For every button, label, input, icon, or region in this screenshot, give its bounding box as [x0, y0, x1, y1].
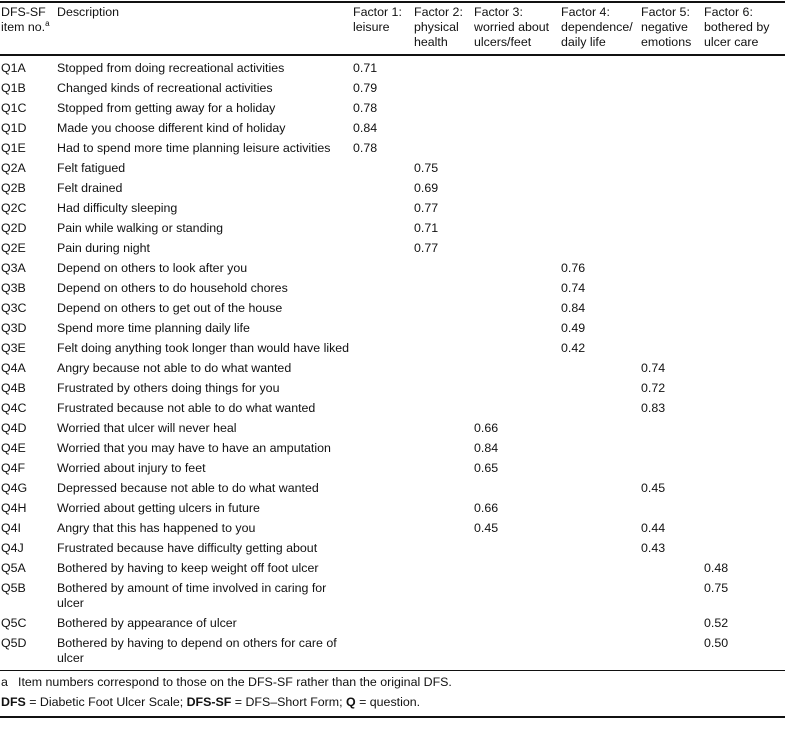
factor-1-loading-cell [352, 578, 413, 613]
item-no-cell: Q2E [1, 241, 26, 255]
header-row [0, 3, 785, 55]
description-cell: Had to spend more time planning leisure activities [57, 141, 331, 155]
factor-6-loading-cell [703, 258, 785, 278]
item-no-cell: Q3D [1, 321, 27, 335]
factor-5-loading-cell [640, 138, 703, 158]
factor-1-loading-cell: 0.84 [353, 121, 378, 135]
factor-1-loading-cell [352, 238, 413, 258]
description-cell: Bothered by having to keep weight off foot ulcer [57, 561, 319, 575]
factor-6-loading-cell [703, 78, 785, 98]
factor-3-loading-cell [473, 138, 560, 158]
factor-4-loading-cell: 0.76 [561, 261, 586, 275]
factor-4-loading-cell: 0.49 [561, 321, 586, 335]
description-cell: Worried that ulcer will never heal [57, 421, 237, 435]
description-cell: Changed kinds of recreational activities [57, 81, 273, 95]
factor-3-loading-cell [473, 633, 560, 670]
table-row [0, 378, 785, 398]
factor-1-loading-cell [352, 478, 413, 498]
factor-1-loading-cell [352, 258, 413, 278]
table-row [0, 258, 785, 278]
factor-1-loading-cell [352, 538, 413, 558]
factor-1-loading-cell [352, 338, 413, 358]
description-cell: Felt drained [57, 181, 123, 195]
table-row [0, 538, 785, 558]
description-cell: Worried about getting ulcers in future [57, 501, 260, 515]
factor-5-loading-cell [640, 78, 703, 98]
footnote-abbreviations: DFS = Diabetic Foot Ulcer Scale; DFS-SF = DFS–Short Form; Q = question. [1, 695, 421, 709]
factor-6-loading-cell: 0.50 [704, 636, 729, 650]
factor-2-loading-cell [413, 78, 473, 98]
factor-2-loading-cell [413, 298, 473, 318]
table-row [0, 55, 785, 78]
table-row [0, 518, 785, 538]
description-cell: Depend on others to get out of the house [57, 301, 283, 315]
factor-3-loading-cell [473, 278, 560, 298]
item-no-cell: Q1B [1, 81, 26, 95]
table-row [0, 218, 785, 238]
item-no-cell: Q1D [1, 121, 27, 135]
factor-5-loading-cell [640, 418, 703, 438]
description-cell: Angry because not able to do what wanted [57, 361, 292, 375]
item-no-cell: Q4G [1, 481, 28, 495]
factor-4-loading-cell [560, 78, 640, 98]
factor-4-loading-cell [560, 418, 640, 438]
item-no-cell: Q5D [1, 636, 27, 650]
factor-4-loading-cell [560, 633, 640, 670]
factor-2-loading-cell [413, 278, 473, 298]
table-row [0, 358, 785, 378]
factor-5-loading-cell [640, 298, 703, 318]
factor-1-loading-cell [352, 613, 413, 633]
factor-5-loading-cell [640, 498, 703, 518]
factor-5-loading-cell [640, 278, 703, 298]
item-no-cell: Q5C [1, 616, 27, 630]
factor-1-loading-cell [352, 178, 413, 198]
factor-2-loading-cell [413, 98, 473, 118]
factor-6-loading-cell [703, 98, 785, 118]
factor-5-loading-cell [640, 218, 703, 238]
description-cell: Frustrated because have difficulty getting about [57, 541, 318, 555]
factor-3-loading-cell [473, 358, 560, 378]
table-row [0, 298, 785, 318]
factor-1-loading-cell: 0.79 [353, 81, 378, 95]
table-row [0, 78, 785, 98]
factor-2-loading-cell [413, 578, 473, 613]
factor-6-loading-cell [703, 498, 785, 518]
description-cell: Bothered by amount of time involved in caring for ulcer [57, 581, 327, 610]
factor-6-loading-cell [703, 478, 785, 498]
factor-6-loading-cell [703, 378, 785, 398]
item-no-cell: Q2D [1, 221, 27, 235]
factor-2-loading-cell: 0.77 [414, 201, 439, 215]
factor-5-loading-cell [640, 318, 703, 338]
factor-1-loading-cell [352, 498, 413, 518]
factor-6-loading-cell [703, 338, 785, 358]
factor-3-loading-cell [473, 378, 560, 398]
factor-4-loading-cell [560, 55, 640, 78]
factor-6-loading-cell: 0.75 [704, 581, 729, 595]
header-factor-6: Factor 6: bothered by ulcer care [703, 3, 785, 55]
table-row [0, 178, 785, 198]
table-row [0, 98, 785, 118]
factor-3-loading-cell: 0.65 [474, 461, 499, 475]
factor-6-loading-cell [703, 178, 785, 198]
factor-4-loading-cell [560, 378, 640, 398]
factor-4-loading-cell [560, 578, 640, 613]
factor-4-loading-cell [560, 358, 640, 378]
factor-5-loading-cell [640, 438, 703, 458]
description-cell: Angry that this has happened to you [57, 521, 256, 535]
factor-4-loading-cell [560, 498, 640, 518]
factor-5-loading-cell [640, 578, 703, 613]
table-row [0, 238, 785, 258]
description-cell: Worried about injury to feet [57, 461, 206, 475]
factor-6-loading-cell [703, 438, 785, 458]
factor-3-loading-cell [473, 98, 560, 118]
factor-2-loading-cell [413, 138, 473, 158]
item-no-cell: Q4I [1, 521, 21, 535]
factor-3-loading-cell: 0.84 [474, 441, 499, 455]
factor-2-loading-cell [413, 478, 473, 498]
item-no-cell: Q1A [1, 61, 26, 75]
table-row [0, 418, 785, 438]
table-row [0, 318, 785, 338]
factor-1-loading-cell [352, 633, 413, 670]
factor-6-loading-cell [703, 238, 785, 258]
factor-6-loading-cell [703, 538, 785, 558]
item-no-cell: Q4H [1, 501, 27, 515]
factor-6-loading-cell [703, 158, 785, 178]
factor-5-loading-cell: 0.44 [641, 521, 666, 535]
factor-6-loading-cell [703, 138, 785, 158]
table-body [0, 55, 785, 670]
factor-1-loading-cell: 0.78 [353, 141, 378, 155]
item-no-cell: Q4E [1, 441, 26, 455]
factor-6-loading-cell [703, 318, 785, 338]
factor-2-loading-cell [413, 378, 473, 398]
table-row [0, 633, 785, 670]
description-cell: Stopped from getting away for a holiday [57, 101, 276, 115]
factor-6-loading-cell [703, 458, 785, 478]
table-footnotes [0, 670, 785, 718]
factor-3-loading-cell [473, 558, 560, 578]
factor-5-loading-cell [640, 118, 703, 138]
factor-2-loading-cell [413, 613, 473, 633]
header-description: Description [56, 3, 352, 55]
factor-5-loading-cell: 0.72 [641, 381, 666, 395]
factor-5-loading-cell [640, 633, 703, 670]
factor-1-loading-cell [352, 458, 413, 478]
factor-1-loading-cell [352, 518, 413, 538]
factor-5-loading-cell [640, 98, 703, 118]
factor-6-loading-cell [703, 198, 785, 218]
factor-1-loading-cell [352, 438, 413, 458]
header-item-no: DFS-SF item no.$^a$ [0, 3, 56, 55]
factor-4-loading-cell [560, 238, 640, 258]
factor-2-loading-cell [413, 338, 473, 358]
table-row [0, 578, 785, 613]
factor-4-loading-cell [560, 138, 640, 158]
factor-3-loading-cell [473, 298, 560, 318]
factor-2-loading-cell [413, 358, 473, 378]
factor-3-loading-cell: 0.45 [474, 521, 499, 535]
factor-4-loading-cell: 0.84 [561, 301, 586, 315]
factor-2-loading-cell [413, 518, 473, 538]
factor-3-loading-cell [473, 55, 560, 78]
item-no-cell: Q3E [1, 341, 26, 355]
factor-5-loading-cell: 0.74 [641, 361, 666, 375]
factor-3-loading-cell [473, 158, 560, 178]
factor-4-loading-cell [560, 518, 640, 538]
item-no-cell: Q5B [1, 581, 26, 595]
description-cell: Spend more time planning daily life [57, 321, 250, 335]
factor-1-loading-cell [352, 418, 413, 438]
factor-6-loading-cell [703, 418, 785, 438]
factor-loadings-table [0, 3, 785, 670]
item-no-cell: Q4A [1, 361, 26, 375]
factor-6-loading-cell: 0.48 [704, 561, 729, 575]
factor-2-loading-cell [413, 258, 473, 278]
description-cell: Made you choose different kind of holiday [57, 121, 286, 135]
factor-2-loading-cell [413, 498, 473, 518]
factor-3-loading-cell [473, 198, 560, 218]
factor-5-loading-cell [640, 613, 703, 633]
factor-2-loading-cell: 0.69 [414, 181, 439, 195]
factor-4-loading-cell [560, 613, 640, 633]
factor-3-loading-cell [473, 613, 560, 633]
factor-6-loading-cell [703, 358, 785, 378]
factor-loadings-table-figure [0, 1, 785, 718]
footnote-a: a Item numbers correspond to those on the DFS-SF rather than the original DFS. [1, 675, 452, 689]
factor-6-loading-cell [703, 398, 785, 418]
item-no-cell: Q1C [1, 101, 27, 115]
factor-2-loading-cell [413, 438, 473, 458]
factor-6-loading-cell [703, 278, 785, 298]
factor-6-loading-cell [703, 298, 785, 318]
item-no-cell: Q3A [1, 261, 26, 275]
item-no-cell: Q4C [1, 401, 27, 415]
item-no-cell: Q2B [1, 181, 26, 195]
description-cell: Bothered by having to depend on others for care of ulcer [57, 636, 337, 665]
factor-2-loading-cell [413, 558, 473, 578]
description-cell: Frustrated because not able to do what wanted [57, 401, 316, 415]
table-row [0, 158, 785, 178]
factor-5-loading-cell [640, 198, 703, 218]
factor-2-loading-cell [413, 55, 473, 78]
factor-6-loading-cell [703, 518, 785, 538]
factor-1-loading-cell [352, 218, 413, 238]
item-no-cell: Q2A [1, 161, 26, 175]
factor-5-loading-cell [640, 178, 703, 198]
factor-4-loading-cell: 0.74 [561, 281, 586, 295]
description-cell: Depend on others to look after you [57, 261, 248, 275]
factor-2-loading-cell: 0.75 [414, 161, 439, 175]
factor-5-loading-cell [640, 158, 703, 178]
factor-6-loading-cell: 0.52 [704, 616, 729, 630]
factor-5-loading-cell: 0.83 [641, 401, 666, 415]
header-factor-4: Factor 4: dependence/ daily life [560, 3, 640, 55]
item-no-cell: Q3C [1, 301, 27, 315]
header-factor-3: Factor 3: worried about ulcers/feet [473, 3, 560, 55]
factor-4-loading-cell [560, 198, 640, 218]
factor-1-loading-cell [352, 378, 413, 398]
factor-5-loading-cell [640, 55, 703, 78]
factor-3-loading-cell: 0.66 [474, 501, 499, 515]
factor-3-loading-cell [473, 178, 560, 198]
factor-5-loading-cell [640, 338, 703, 358]
item-no-cell: Q4B [1, 381, 26, 395]
table-row [0, 118, 785, 138]
factor-2-loading-cell: 0.77 [414, 241, 439, 255]
factor-2-loading-cell [413, 118, 473, 138]
factor-5-loading-cell [640, 238, 703, 258]
factor-4-loading-cell [560, 398, 640, 418]
factor-1-loading-cell [352, 318, 413, 338]
factor-4-loading-cell [560, 158, 640, 178]
factor-3-loading-cell [473, 398, 560, 418]
factor-4-loading-cell [560, 118, 640, 138]
factor-5-loading-cell [640, 258, 703, 278]
factor-3-loading-cell [473, 338, 560, 358]
header-factor-2: Factor 2: physical health [413, 3, 473, 55]
table-row [0, 398, 785, 418]
header-factor-1: Factor 1: leisure [352, 3, 413, 55]
factor-2-loading-cell [413, 538, 473, 558]
factor-2-loading-cell [413, 458, 473, 478]
table-row [0, 198, 785, 218]
table-row [0, 438, 785, 458]
factor-4-loading-cell [560, 478, 640, 498]
factor-5-loading-cell: 0.45 [641, 481, 666, 495]
factor-4-loading-cell [560, 98, 640, 118]
factor-3-loading-cell [473, 578, 560, 613]
header-factor-5: Factor 5: negative emotions [640, 3, 703, 55]
factor-5-loading-cell [640, 558, 703, 578]
factor-5-loading-cell: 0.43 [641, 541, 666, 555]
factor-3-loading-cell [473, 538, 560, 558]
factor-1-loading-cell [352, 198, 413, 218]
factor-3-loading-cell [473, 238, 560, 258]
factor-3-loading-cell [473, 478, 560, 498]
description-cell: Worried that you may have to have an amputation [57, 441, 331, 455]
factor-6-loading-cell [703, 218, 785, 238]
item-no-cell: Q4J [1, 541, 24, 555]
description-cell: Bothered by appearance of ulcer [57, 616, 237, 630]
factor-3-loading-cell [473, 218, 560, 238]
factor-3-loading-cell [473, 78, 560, 98]
factor-4-loading-cell [560, 558, 640, 578]
factor-1-loading-cell [352, 278, 413, 298]
factor-5-loading-cell [640, 458, 703, 478]
item-no-cell: Q1E [1, 141, 26, 155]
factor-6-loading-cell [703, 118, 785, 138]
factor-3-loading-cell: 0.66 [474, 421, 499, 435]
factor-4-loading-cell [560, 178, 640, 198]
factor-4-loading-cell [560, 538, 640, 558]
item-no-cell: Q4F [1, 461, 26, 475]
item-no-cell: Q5A [1, 561, 26, 575]
factor-1-loading-cell [352, 298, 413, 318]
description-cell: Frustrated by others doing things for you [57, 381, 280, 395]
description-cell: Felt doing anything took longer than would have liked [57, 341, 350, 355]
factor-3-loading-cell [473, 318, 560, 338]
factor-1-loading-cell: 0.71 [353, 61, 378, 75]
table-row [0, 458, 785, 478]
table-row [0, 478, 785, 498]
description-cell: Felt fatigued [57, 161, 126, 175]
description-cell: Depend on others to do household chores [57, 281, 288, 295]
factor-6-loading-cell [703, 55, 785, 78]
description-cell: Stopped from doing recreational activities [57, 61, 285, 75]
factor-1-loading-cell [352, 398, 413, 418]
description-cell: Depressed because not able to do what wanted [57, 481, 319, 495]
factor-1-loading-cell [352, 358, 413, 378]
factor-3-loading-cell [473, 258, 560, 278]
item-no-cell: Q4D [1, 421, 27, 435]
description-cell: Pain while walking or standing [57, 221, 223, 235]
description-cell: Had difficulty sleeping [57, 201, 178, 215]
factor-2-loading-cell [413, 398, 473, 418]
factor-1-loading-cell: 0.78 [353, 101, 378, 115]
factor-2-loading-cell [413, 418, 473, 438]
factor-2-loading-cell: 0.71 [414, 221, 439, 235]
factor-2-loading-cell [413, 633, 473, 670]
factor-3-loading-cell [473, 118, 560, 138]
factor-4-loading-cell [560, 458, 640, 478]
footnote-marker: a [45, 18, 50, 28]
factor-4-loading-cell [560, 218, 640, 238]
table-row [0, 498, 785, 518]
description-cell: Pain during night [57, 241, 150, 255]
item-no-cell: Q3B [1, 281, 26, 295]
factor-2-loading-cell [413, 318, 473, 338]
factor-1-loading-cell [352, 558, 413, 578]
factor-4-loading-cell: 0.42 [561, 341, 586, 355]
table-row [0, 558, 785, 578]
factor-1-loading-cell [352, 158, 413, 178]
factor-4-loading-cell [560, 438, 640, 458]
table-row [0, 278, 785, 298]
table-row [0, 138, 785, 158]
table-row [0, 338, 785, 358]
table-row [0, 613, 785, 633]
item-no-cell: Q2C [1, 201, 27, 215]
